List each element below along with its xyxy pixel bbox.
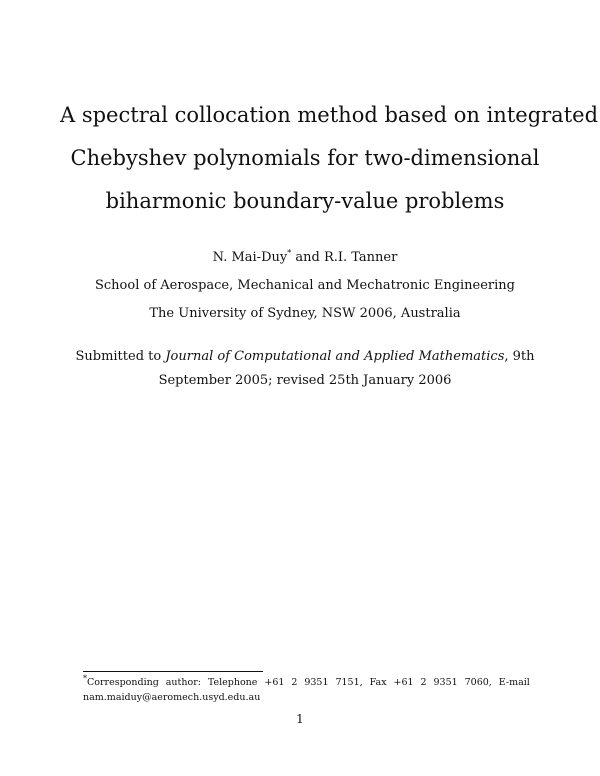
journal-name: Journal of Computational and Applied Mathematics	[165, 349, 505, 364]
page-number: 1	[296, 712, 304, 726]
title-line-2: Chebyshev polynomials for two-dimensional	[70, 146, 540, 170]
footnote-email: nam.maiduy@aeromech.usyd.edu.au	[83, 692, 261, 703]
footnote-rule	[83, 671, 263, 672]
footnote-word: 7060,	[464, 677, 492, 688]
title-line-3: biharmonic boundary-value problems	[105, 189, 505, 213]
footnote-word: 9351	[433, 677, 458, 688]
affiliation-school: School of Aerospace, Mechanical and Mechatronic Engineering	[95, 278, 515, 293]
footnote-word: 9351	[304, 677, 329, 688]
footnote-word: author:	[165, 677, 201, 688]
submission-line-1	[60, 345, 550, 369]
footnote	[83, 675, 530, 705]
footnote-word: +61	[264, 677, 285, 688]
title-line-1: A spectral collocation method based on integrated	[60, 103, 599, 127]
footnote-word: Fax	[369, 677, 387, 688]
submission-line-2: September 2005; revised 25th January 2006	[158, 373, 452, 388]
footnote-word: Telephone	[207, 677, 258, 688]
corresponding-mark: *	[287, 248, 292, 258]
paper-title	[60, 94, 599, 223]
author-block	[60, 244, 550, 328]
author-connector: and	[291, 250, 324, 265]
affiliation-university: The University of Sydney, NSW 2006, Australia	[149, 306, 461, 321]
author-2: R.I. Tanner	[323, 250, 398, 265]
footnote-word: *Corresponding	[83, 673, 159, 688]
submission-prefix: Submitted to	[75, 349, 166, 364]
submission-suffix: , 9th	[504, 349, 535, 364]
footnote-word: 2	[291, 677, 298, 688]
footnote-line-1	[83, 675, 530, 690]
footnote-word: 2	[420, 677, 427, 688]
footnote-word: E-mail	[498, 677, 530, 688]
submission-note	[60, 345, 550, 393]
footnote-word: 7151,	[335, 677, 363, 688]
footnote-mark: *	[83, 673, 87, 683]
author-names	[60, 244, 550, 272]
footnote-word: +61	[393, 677, 414, 688]
author-1: N. Mai-Duy	[212, 250, 288, 265]
